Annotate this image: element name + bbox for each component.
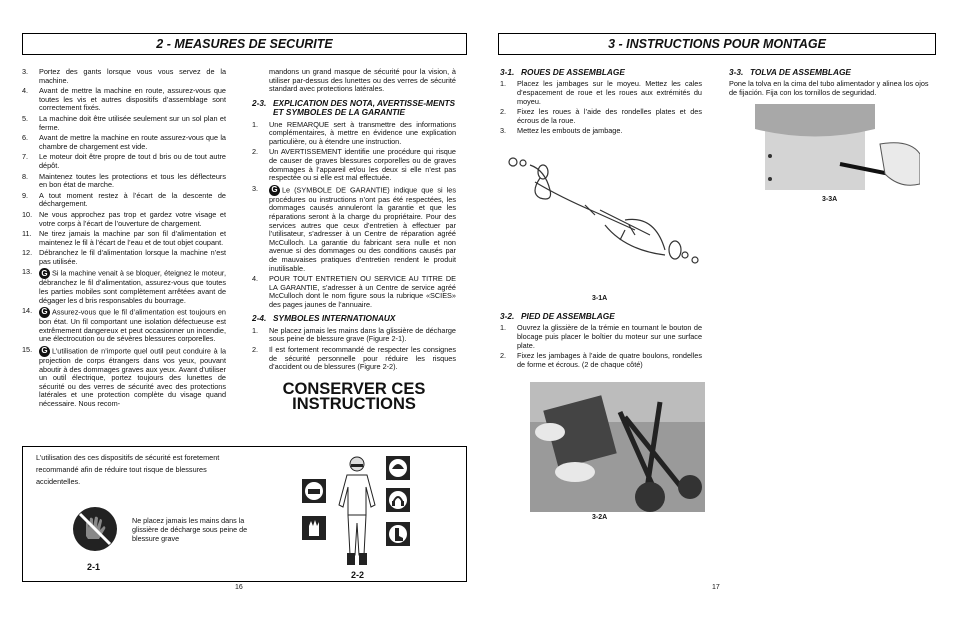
list-item: 2. Fixez les roues à l’aide des rondelles plates et des écrous de la roue. xyxy=(500,107,702,125)
assembly-col1 xyxy=(500,68,702,138)
warranty-symbol-icon: G xyxy=(39,307,50,318)
page-number-left: 16 xyxy=(235,584,243,591)
section-3-3-title: 3-3. TOLVA DE ASSEMBLAGE xyxy=(729,67,851,77)
hopper-assembly-photo xyxy=(740,104,920,190)
list-item: 1. Une REMARQUE sert à transmettre des informations complémentaires, à mettre en évidence une explication particulière, ou à étendre une instruction. xyxy=(252,119,456,146)
hand-warning-text: Ne placez jamais les mains dans la glissière de décharge sous peine de blessure grave xyxy=(132,516,248,543)
list-item: 6. Avant de mettre la machine en route assurez-vous que la chambre de chargement est vide. xyxy=(22,133,226,151)
warranty-symbol-icon: G xyxy=(269,185,280,196)
list-item: 1. Placez les jambages sur le moyeu. Mettez les cales d’espacement de roue et les roues aux extrémités du moyeu. xyxy=(500,79,702,106)
section-3-1-title: 3-1. ROUES DE ASSEMBLAGE xyxy=(500,67,625,77)
page-number-right: 17 xyxy=(712,584,720,591)
figure-label-3-2a: 3-2A xyxy=(592,514,608,521)
no-hands-icon xyxy=(72,506,118,552)
warranty-symbol-icon: G xyxy=(39,346,50,357)
list-item: 9. A tout moment restez à l’écart de la descente de déchargement. xyxy=(22,190,226,209)
goggles-icon xyxy=(302,479,326,503)
wheel-assembly-diagram xyxy=(505,150,705,290)
warranty-symbol-icon: G xyxy=(39,268,50,279)
list-item: 2. Il est fortement recommandé de respecter les consignes de sécurité personnelle pour réduire les risques d’accident ou de blessures (Figure 2-2). xyxy=(252,345,456,372)
list-item: 3. G Le (SYMBOLE DE GARANTIE) indique que si les procédures ou instructions n’ont pas été respectées, les dommages causés annuleront la garantie et que les réparations seront à la charge du propriétaire. Pour des services autres que ceux d’entretien à effectuer par l’utilisateur, s’adresser à un Centre de réparation agréé McCulloch. La garantie du fabricant sera nulle et non avenue si des dommages ou des conditions causés par de mauvaises pratiques d’entretien rendent le produit inutilisable. xyxy=(252,183,456,273)
section-3-3-text: Pone la tolva en la cima del tubo alimentador y alinea los ojos de fijación. Fija con los tornillos de seguridad. xyxy=(729,79,929,97)
safety-list-col1 xyxy=(22,68,226,411)
list-item: 4. POUR TOUT ENTRETIEN OU SERVICE AU TITRE DE LA GARANTIE, s’adresser à un Centre de service agréé McCulloch dont le nom figure sous la rubrique «SCIES» des pages jaunes de l’annuaire. xyxy=(252,274,456,309)
section-header-safety: 2 - MEASURES DE SECURITE xyxy=(22,33,467,55)
list-item: 7. Le moteur doit être propre de tout d bris ou de tout autre dépôt. xyxy=(22,152,226,170)
list-item: 2. Un AVERTISSEMENT identifie une procédure qui risque de causer de graves blessures corporelles ou de graves dommages à l’appareil et/ou les deux si elle n’est pas respectée ou si elle est mal effectuée. xyxy=(252,147,456,183)
safety-col2 xyxy=(252,68,456,412)
figure-label-2-2: 2-2 xyxy=(351,570,365,580)
list-item: 12. Débranchez le fil d’alimentation lorsque la machine n’est pas utilisée. xyxy=(22,248,226,266)
protective-worker-figure xyxy=(333,455,381,568)
list-item: 11. Ne tirez jamais la machine par son fil d’alimentation et maintenez le fil à l’écart de l’eau et de tout objet coupant. xyxy=(22,229,226,247)
figure-label-3-1a: 3-1A xyxy=(592,295,608,302)
col2-intro: mandons un grand masque de sécurité pour la vision, à utiliser par-dessus des lunettes ou des verres de sécurité standard avec protections latérales. xyxy=(269,67,456,94)
assembly-col1b xyxy=(500,312,702,371)
section-header-assembly: 3 - INSTRUCTIONS POUR MONTAGE xyxy=(498,33,936,55)
list-item: 5. La machine doit être utilisée seulement sur un sol plan et ferme. xyxy=(22,113,226,132)
list-item: 1. Ouvrez la glissière de la trémie en tournant le bouton de blocage puis placer le boîtier du moteur sur une surface plate. xyxy=(500,323,702,350)
list-item: 8. Maintenez toutes les protections et tous les déflecteurs en bon état de marche. xyxy=(22,171,226,190)
figure-label-2-1: 2-1 xyxy=(87,562,101,572)
box-intro-text: L’utilisation des ces dispositifs de sécurité est foretement recommandé afin de réduire tout risque de blessures accidentelles. xyxy=(36,453,220,486)
list-item: 3. Mettez les embouts de jambage. xyxy=(500,126,623,136)
list-item: 1. Ne placez jamais les mains dans la glissière de décharge sous peine de blessure grave (Figure 2-1). xyxy=(252,325,456,344)
list-item: 3. Portez des gants lorsque vous vous servez de la machine. xyxy=(22,67,226,85)
leg-assembly-photo xyxy=(530,382,705,512)
boots-icon xyxy=(386,522,410,546)
assembly-col2 xyxy=(729,68,935,98)
gloves-icon xyxy=(302,516,326,540)
figure-label-3-3a: 3-3A xyxy=(822,196,838,203)
list-item: 4. Avant de mettre la machine en route, assurez-vous que toutes les vis et autres dispositifs d’assemblage sont correctement fixés. xyxy=(22,86,226,113)
helmet-icon xyxy=(386,456,410,480)
section-3-2-title: 3-2. PIED DE ASSEMBLAGE xyxy=(500,311,615,321)
list-item: 14. G Assurez-vous que le fil d’alimentation est toujours en bon état. Un fil comportant une isolation défectueuse est extrêmement dangereux et peut occasionner un incendie, une électrocution ou de sévères blessures corporelles. xyxy=(22,306,226,344)
list-item: 10. Ne vous approchez pas trop et gardez votre visage et votre corps à l’écart de l’ouverture de chargement. xyxy=(22,209,226,228)
section-2-4-title: 2-4. SYMBOLES INTERNATIONAUX xyxy=(252,313,396,324)
conserve-instructions: CONSERVER CES INSTRUCTIONS xyxy=(282,379,426,413)
section-2-3-title: 2-3. EXPLICATION DES NOTA, AVERTISSE-MENTS ET SYMBOLES DE LA GARANTIE xyxy=(252,97,456,118)
list-item: 2. Fixez les jambages à l’aide de quatre boulons, rondelles de forme et écrous. (2 de chaque côté) xyxy=(500,351,702,369)
list-item: 13. G Si la machine venait à se bloquer, éteignez le moteur, débranchez le fil d’alimentation, assurez-vous que toutes les parties mobiles sont complètement arrêtées avant de dégager les d bris responsables du bourrage. xyxy=(22,267,226,305)
list-item: 15. G L’utilisation de n’importe quel outil peut conduire à la projection de corps étrangers dans vos yeux, pouvant aboutir à des dommages graves aux yeux. Avant d’utiliser un outil électrique, portez toujours des lunettes de sécurité ou des verres de sécurité avec des protections latérales et une protection complète du visage quand nécessaire. Nous recom- xyxy=(22,345,226,408)
ear-protection-icon xyxy=(386,488,410,512)
